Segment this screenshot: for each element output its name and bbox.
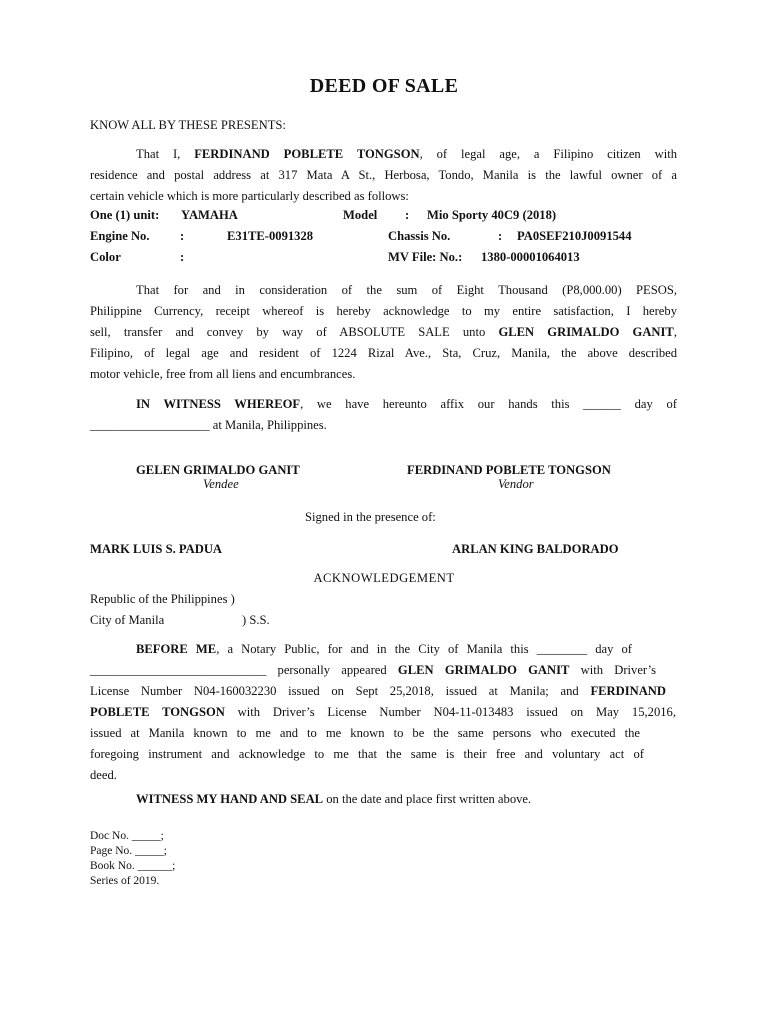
engine-label: Engine No. bbox=[90, 229, 150, 243]
vendee-name: GELEN GRIMALDO GANIT bbox=[136, 463, 300, 477]
para2-line5: motor vehicle, free from all liens and encumbrances. bbox=[90, 367, 356, 381]
color-colon: : bbox=[180, 250, 185, 264]
para2-line1: That for and in consideration of the sum of Eight Thousand (P8,000.00) PESOS, bbox=[136, 283, 677, 297]
unit-value: YAMAHA bbox=[181, 208, 238, 222]
ack-seal-line: WITNESS MY HAND AND SEAL on the date and place first written above. bbox=[136, 792, 532, 806]
notary-series: Series of 2019. bbox=[90, 875, 160, 887]
chassis-label: Chassis No. bbox=[388, 229, 451, 243]
signed-presence: Signed in the presence of: bbox=[305, 510, 436, 524]
mv-file-label: MV File: No.: bbox=[388, 250, 463, 264]
engine-colon: : bbox=[180, 229, 185, 243]
model-colon: : bbox=[405, 208, 410, 222]
unit-label: One (1) unit: bbox=[90, 208, 160, 222]
mv-file-value: 1380-00001064013 bbox=[481, 250, 580, 264]
ack-line2: ____________________________ personally appeared GLEN GRIMALDO GANIT with Driver’s bbox=[90, 663, 656, 677]
witness-line1: IN WITNESS WHEREOF, we have hereunto affix our hands this ______ day of bbox=[136, 397, 677, 411]
witness-2-name: ARLAN KING BALDORADO bbox=[452, 542, 619, 556]
para2-line4: Filipino, of legal age and resident of 1224 Rizal Ave., Sta, Cruz, Manila, the above described bbox=[90, 346, 677, 360]
para1-line1: That I, FERDINAND POBLETE TONGSON, of legal age, a Filipino citizen with bbox=[136, 147, 678, 161]
para1-line2: residence and postal address at 317 Mata A St., Herbosa, Tondo, Manila is the lawful owner of a bbox=[90, 168, 677, 182]
notary-page-no: Page No. _____; bbox=[90, 845, 167, 857]
ack-line3: License Number N04-160032230 issued on Sept 25,2018, issued at Manila; and FERDINAND bbox=[90, 684, 666, 698]
ack-line6: foregoing instrument and acknowledge to me that the same is their free and voluntary act of bbox=[90, 747, 644, 761]
model-label: Model bbox=[343, 208, 378, 222]
color-label: Color bbox=[90, 250, 121, 264]
engine-value: E31TE-0091328 bbox=[227, 229, 314, 243]
witness-1-name: MARK LUIS S. PADUA bbox=[90, 542, 223, 556]
notary-doc-no: Doc No. _____; bbox=[90, 830, 164, 842]
ack-city: City of Manila bbox=[90, 613, 165, 627]
preamble: KNOW ALL BY THESE PRESENTS: bbox=[90, 118, 286, 132]
vendor-role: Vendor bbox=[498, 477, 534, 491]
ack-title: ACKNOWLEDGEMENT bbox=[313, 571, 455, 585]
ack-line7: deed. bbox=[90, 768, 117, 782]
document-title: DEED OF SALE bbox=[309, 75, 459, 97]
witness-line2: ___________________ at Manila, Philippines. bbox=[90, 418, 327, 432]
para2-line2: Philippine Currency, receipt whereof is hereby acknowledge to my entire satisfaction, I hereby bbox=[90, 304, 677, 318]
ack-line5: issued at Manila known to me and to me known to be the same persons who executed the bbox=[90, 726, 640, 740]
ack-ss: ) S.S. bbox=[242, 613, 270, 627]
vendee-role: Vendee bbox=[203, 477, 239, 491]
ack-line1: BEFORE ME, a Notary Public, for and in the City of Manila this ________ day of bbox=[136, 642, 632, 656]
para1-line3: certain vehicle which is more particularly described as follows: bbox=[90, 189, 409, 203]
para2-line3: sell, transfer and convey by way of ABSOLUTE SALE unto GLEN GRIMALDO GANIT, bbox=[90, 325, 677, 339]
chassis-colon: : bbox=[498, 229, 503, 243]
notary-book-no: Book No. ______; bbox=[90, 860, 176, 872]
ack-republic: Republic of the Philippines ) bbox=[90, 592, 235, 606]
chassis-value: PA0SEF210J0091544 bbox=[517, 229, 632, 243]
vendor-name: FERDINAND POBLETE TONGSON bbox=[407, 463, 611, 477]
ack-line4: POBLETE TONGSON with Driver’s License Number N04-11-013483 issued on May 15,2016, bbox=[90, 705, 676, 719]
model-value: Mio Sporty 40C9 (2018) bbox=[427, 208, 557, 222]
